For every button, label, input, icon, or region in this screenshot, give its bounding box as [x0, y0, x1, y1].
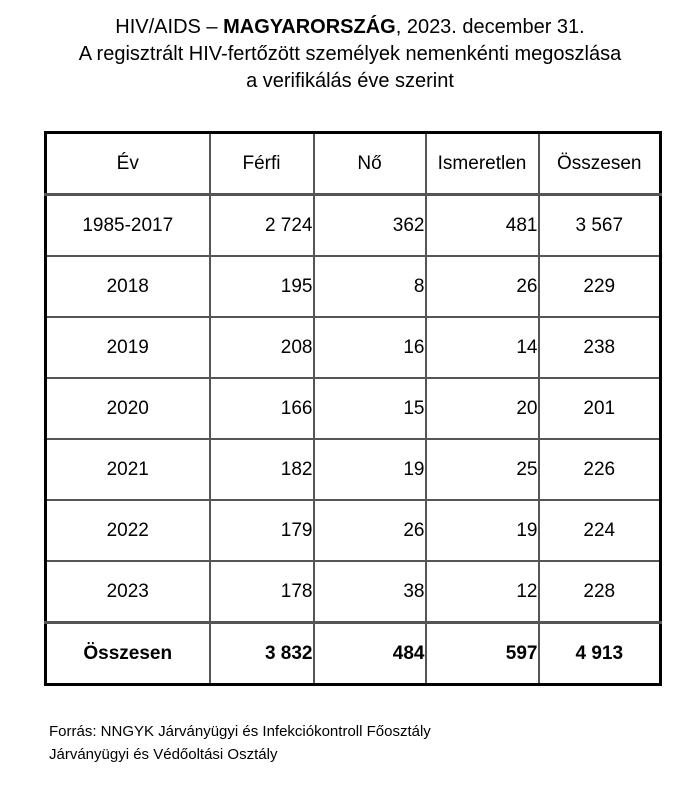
cell-total: 229 — [539, 256, 661, 317]
cell-total: 238 — [539, 317, 661, 378]
cell-unknown: 19 — [426, 500, 539, 561]
cell-male: 195 — [210, 256, 314, 317]
total-male: 3 832 — [210, 623, 314, 685]
cell-total: 201 — [539, 378, 661, 439]
cell-year: 2022 — [46, 500, 210, 561]
title-prefix: HIV/AIDS – — [115, 16, 224, 38]
cell-year: 2018 — [46, 256, 210, 317]
table-header-row — [46, 133, 661, 195]
total-total: 4 913 — [539, 623, 661, 685]
cell-female: 26 — [314, 500, 426, 561]
cell-male: 178 — [210, 561, 314, 623]
cell-female: 16 — [314, 317, 426, 378]
source-line-2: Járványügyi és Védőoltási Osztály — [49, 746, 278, 763]
title-line-3: a verifikálás éve szerint — [246, 70, 454, 92]
cell-unknown: 12 — [426, 561, 539, 623]
header-total: Összesen — [539, 133, 661, 195]
title-line-2: A regisztrált HIV-fertőzött személyek nemenkénti megoszlása — [78, 43, 622, 65]
cell-unknown: 25 — [426, 439, 539, 500]
cell-unknown: 14 — [426, 317, 539, 378]
cell-unknown: 20 — [426, 378, 539, 439]
header-year: Év — [46, 133, 210, 195]
cell-year: 2019 — [46, 317, 210, 378]
cell-male: 166 — [210, 378, 314, 439]
table-row — [46, 195, 661, 257]
cell-male: 208 — [210, 317, 314, 378]
table-total-row — [46, 623, 661, 685]
cell-total: 226 — [539, 439, 661, 500]
cell-unknown: 481 — [426, 195, 539, 257]
title-line-1 — [0, 14, 700, 41]
hiv-data-table — [44, 131, 662, 686]
total-unknown: 597 — [426, 623, 539, 685]
table-row — [46, 500, 661, 561]
cell-year: 2021 — [46, 439, 210, 500]
header-unknown: Ismeretlen — [426, 133, 539, 195]
cell-year: 2023 — [46, 561, 210, 623]
table-row — [46, 256, 661, 317]
cell-total: 3 567 — [539, 195, 661, 257]
source-note — [49, 720, 431, 766]
table-row — [46, 317, 661, 378]
title-country: MAGYARORSZÁG — [223, 16, 396, 38]
table-row — [46, 561, 661, 623]
cell-female: 38 — [314, 561, 426, 623]
cell-male: 2 724 — [210, 195, 314, 257]
source-line-1: Forrás: NNGYK Járványügyi és Infekciókontroll Főosztály — [49, 723, 431, 740]
cell-female: 15 — [314, 378, 426, 439]
total-female: 484 — [314, 623, 426, 685]
page-title — [0, 14, 700, 95]
table-row — [46, 439, 661, 500]
cell-female: 19 — [314, 439, 426, 500]
header-female: Nő — [314, 133, 426, 195]
cell-total: 228 — [539, 561, 661, 623]
header-male: Férfi — [210, 133, 314, 195]
cell-year: 2020 — [46, 378, 210, 439]
cell-unknown: 26 — [426, 256, 539, 317]
cell-female: 362 — [314, 195, 426, 257]
cell-male: 182 — [210, 439, 314, 500]
cell-female: 8 — [314, 256, 426, 317]
cell-male: 179 — [210, 500, 314, 561]
title-date: , 2023. december 31. — [395, 16, 585, 38]
total-label: Összesen — [46, 623, 210, 685]
cell-total: 224 — [539, 500, 661, 561]
table-row — [46, 378, 661, 439]
cell-year: 1985-2017 — [46, 195, 210, 257]
